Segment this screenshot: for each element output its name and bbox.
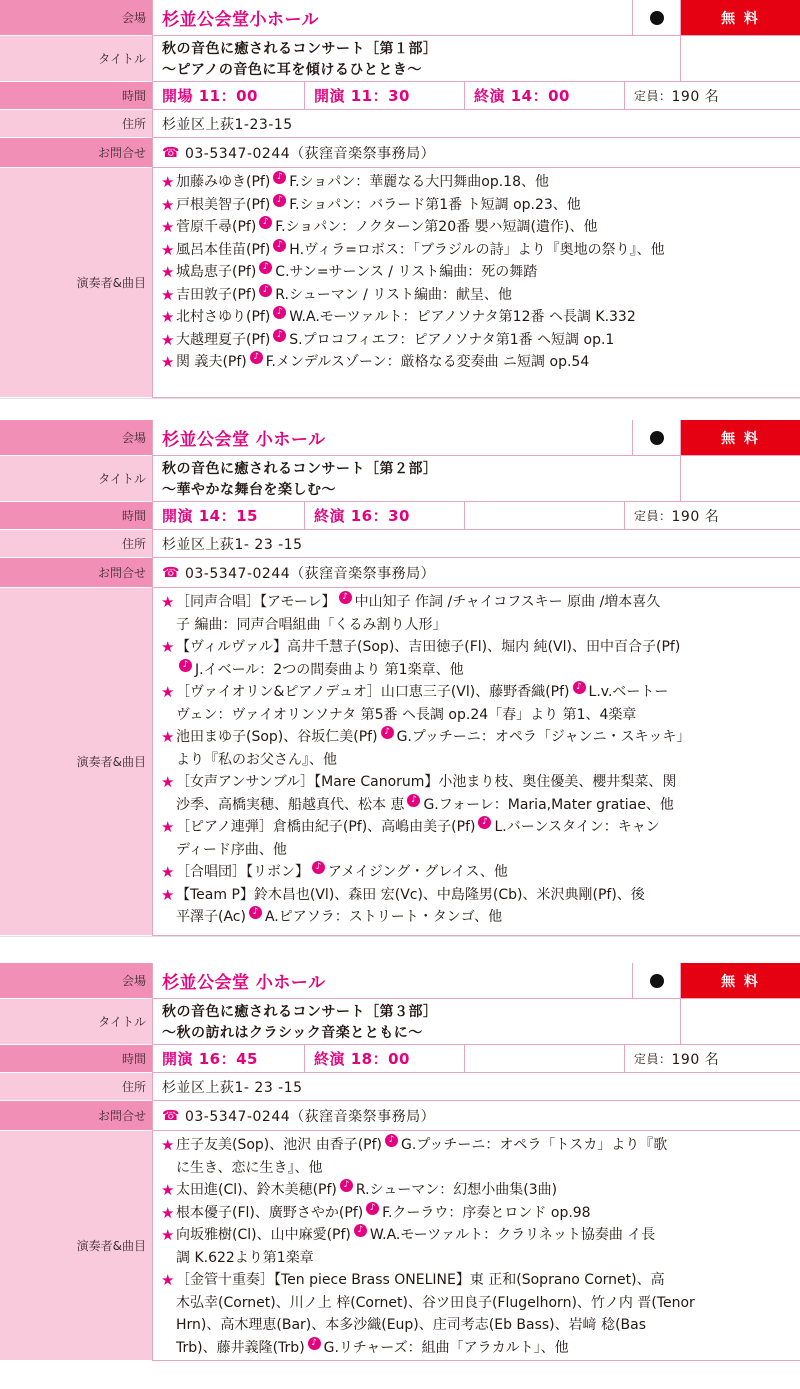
capacity [624, 502, 800, 530]
row [0, 999, 800, 1045]
performer-line [161, 239, 800, 262]
performer-line [161, 771, 800, 794]
performer-text: 【ヴィルヴァル】高井千慧子(Sop)、吉田徳子(Fl)、堀内 純(Vl)、田中百合子(Pf) [176, 639, 681, 655]
performer-line [161, 329, 800, 352]
row [0, 110, 800, 138]
row [0, 420, 800, 456]
row-label: タイトル [0, 999, 152, 1045]
performer-name: 城島恵子(Pf) [176, 264, 257, 280]
performer-text: ヴェン：ヴァイオリンソナタ 第5番 ヘ長調 op.24「春」より 第1、4楽章 [176, 706, 637, 723]
music-note-icon: ♪ [573, 681, 586, 694]
performer-name: 菅原千尋(Pf) [176, 219, 257, 235]
star-icon: ★ [161, 353, 175, 371]
star-icon: ★ [161, 218, 175, 236]
row [0, 0, 800, 36]
star-icon: ★ [161, 195, 175, 214]
performer-text: Hrn)、高木理恵(Bar)、本多沙織(Eup)、庄司考志(Eb Bass)、岩﨑 稔(Bas [176, 1317, 647, 1333]
performer-line [161, 171, 800, 194]
performer-line [161, 659, 800, 682]
capacity-label: 定員： [634, 509, 672, 523]
music-note-icon: ♪ [249, 906, 262, 919]
performer-text: 平澤子(Ac) [176, 909, 246, 925]
performer-line [161, 216, 800, 239]
music-note-icon: ♪ [250, 351, 263, 364]
free-badge: 無 料 [680, 420, 800, 456]
performer-line [161, 816, 800, 839]
piece-text: G.プッチーニ：オペラ「トスカ」より『歌 [401, 1137, 668, 1153]
performer-line [161, 1247, 800, 1270]
row-label: 演奏者&曲目 [0, 1131, 152, 1361]
row-label: お問合せ [0, 558, 152, 588]
performer-line [161, 839, 800, 862]
performer-line [161, 749, 800, 772]
performer-line [161, 726, 800, 749]
music-note-icon: ♪ [407, 794, 420, 807]
performer-line [161, 1157, 800, 1180]
piece-name: W.A.モーツァルト：ピアノソナタ第12番 ヘ長調 K.332 [289, 309, 636, 325]
row-label: タイトル [0, 36, 152, 82]
star-icon: ★ [161, 1226, 175, 1244]
contact [152, 558, 800, 588]
performers-list [152, 168, 800, 398]
piece-text: 中山知子 作詞 /チャイコフスキー 原曲 /増本喜久 [354, 594, 661, 610]
row-label: 時間 [0, 502, 152, 530]
star-icon: ★ [161, 728, 175, 746]
performer-text: 太田進(Cl)、鈴木美穂(Pf) [176, 1182, 337, 1198]
piece-text: J.イベール：2つの間奏曲より 第1楽章、他 [195, 661, 464, 678]
time-slot: 開場 11：00 [152, 82, 304, 110]
performer-line [161, 1314, 800, 1337]
performer-text: ［同声合唱］【アモーレ】 [176, 594, 336, 610]
row-label: 会場 [0, 420, 152, 456]
performer-line [161, 681, 800, 704]
music-note-icon: ♪ [259, 261, 272, 274]
music-note-icon: ♪ [339, 591, 352, 604]
section-divider [0, 936, 800, 945]
star-icon: ★ [161, 240, 175, 259]
capacity-value: 190 名 [671, 1051, 720, 1068]
piece-text: アメイジング・グレイス、他 [328, 864, 508, 880]
star-icon: ★ [161, 683, 175, 701]
performer-text: 沙季、高橋実穂、船越真代、松本 恵 [176, 796, 405, 813]
performer-line [161, 261, 800, 284]
row-label: 会場 [0, 963, 152, 999]
time-slot [464, 502, 624, 530]
performer-text: ［合唱団］【リボン】 [176, 864, 309, 880]
row-label: 時間 [0, 1045, 152, 1073]
time-slot: 開演 14：15 [152, 502, 304, 530]
performer-text: に生き、恋に生き』、他 [176, 1159, 323, 1176]
row-label: 会場 [0, 0, 152, 36]
music-note-icon: ♪ [340, 1179, 353, 1192]
piece-name: F.ショパン：バラード第1番 ト短調 op.23、他 [289, 196, 581, 213]
capacity-label: 定員： [634, 89, 672, 103]
circle-marker-cell [632, 963, 680, 999]
performer-name: 吉田敦子(Pf) [176, 286, 257, 303]
capacity-label: 定員： [634, 1052, 672, 1066]
filled-circle-icon [650, 11, 664, 25]
time-slot: 開演 11：30 [304, 82, 464, 110]
row-label: タイトル [0, 456, 152, 502]
music-note-icon: ♪ [308, 1337, 321, 1350]
piece-name: F.ショパン：ノクターン第20番 嬰ハ短調(遺作)、他 [275, 219, 598, 235]
time-slot [464, 1045, 624, 1073]
music-note-icon: ♪ [385, 1134, 398, 1147]
star-icon: ★ [161, 885, 175, 904]
performer-name: 戸根美智子(Pf) [176, 196, 271, 213]
venue-name: 杉並公会堂 小ホール [152, 963, 632, 999]
row-label: 演奏者&曲目 [0, 168, 152, 398]
capacity-value: 190 名 [671, 508, 720, 525]
row-label: 時間 [0, 82, 152, 110]
star-icon: ★ [161, 773, 175, 791]
piece-name: F.ショパン：華麗なる大円舞曲op.18、他 [289, 174, 549, 190]
capacity [624, 1045, 800, 1073]
piece-name: F.メンデルスゾーン：厳格なる変奏曲 ニ短調 op.54 [265, 354, 590, 370]
row [0, 558, 800, 588]
concert-title [152, 999, 680, 1045]
performers-list [152, 588, 800, 936]
music-note-icon: ♪ [273, 239, 286, 252]
performer-text: 池田まゆ子(Sop)、谷坂仁美(Pf) [176, 729, 378, 745]
concert-title [152, 36, 680, 82]
address: 杉並区上荻1-23-15 [152, 110, 800, 138]
performer-line [161, 1269, 800, 1292]
performer-line [161, 704, 800, 727]
filled-circle-icon [650, 431, 664, 445]
piece-text: A.ピアソラ：ストリート・タンゴ、他 [264, 909, 503, 925]
music-note-icon: ♪ [259, 216, 272, 229]
star-icon: ★ [161, 593, 175, 611]
phone-number: 03-5347-0244（荻窪音楽祭事務局） [184, 1108, 436, 1125]
circle-marker-cell [632, 420, 680, 456]
piece-name: S.プロコフィエフ：ピアノソナタ第1番 ヘ短調 op.1 [289, 331, 615, 348]
performer-line [161, 306, 800, 329]
music-note-icon: ♪ [179, 659, 192, 672]
performer-line [161, 1179, 800, 1202]
free-badge: 無 料 [680, 963, 800, 999]
row [0, 1131, 800, 1361]
star-icon: ★ [161, 1271, 175, 1289]
row [0, 588, 800, 936]
piece-name: H.ヴィラ=ロボス：「ブラジルの詩」より『奥地の祭り』、他 [289, 241, 665, 258]
star-icon: ★ [161, 1181, 175, 1199]
piece-name: R.シューマン / リスト編曲：献呈、他 [275, 286, 513, 303]
music-note-icon: ♪ [259, 284, 272, 297]
piece-text: F.クーラウ：序奏とロンド op.98 [382, 1204, 591, 1221]
performer-line [161, 861, 800, 884]
music-note-icon: ♪ [366, 1202, 379, 1215]
contact [152, 1101, 800, 1131]
contact [152, 138, 800, 168]
title-line-2: 〜華やかな舞台を楽しむ〜 [162, 481, 336, 498]
performer-text: 【Team P】鈴木昌也(Vl)、森田 宏(Vc)、中島隆男(Cb)、米沢典剛(Pf)、後 [176, 886, 645, 903]
performer-text: Trb)、藤井義隆(Trb) [176, 1339, 305, 1356]
performer-line [161, 794, 800, 817]
row-label: お問合せ [0, 1101, 152, 1131]
music-note-icon: ♪ [354, 1224, 367, 1237]
music-note-icon: ♪ [273, 306, 286, 319]
performer-text: 子 編曲：同声合唱組曲「くるみ割り人形」 [176, 616, 447, 633]
performer-line [161, 1337, 800, 1360]
performer-line [161, 284, 800, 307]
row [0, 168, 800, 398]
star-icon: ★ [161, 308, 175, 326]
performer-name: 風呂本佳苗(Pf) [176, 241, 271, 258]
time-slot: 終演 16：30 [304, 502, 464, 530]
empty-cell [680, 36, 800, 82]
title-line-1: 秋の音色に癒されるコンサート［第２部］ [162, 460, 438, 477]
star-icon: ★ [161, 863, 175, 881]
performer-line [161, 636, 800, 659]
row-label: 住所 [0, 530, 152, 558]
row [0, 138, 800, 168]
time-slot: 終演 14：00 [464, 82, 624, 110]
row [0, 1101, 800, 1131]
performer-line [161, 906, 800, 929]
circle-marker-cell [632, 0, 680, 36]
performer-text: ［ピアノ連弾］倉橋由紀子(Pf)、高嶋由美子(Pf) [176, 819, 476, 835]
music-note-icon: ♪ [273, 194, 286, 207]
performer-line [161, 1134, 800, 1157]
performer-line [161, 351, 800, 374]
star-icon: ★ [161, 285, 175, 304]
piece-text: L.バーンスタイン：キャン [494, 819, 660, 835]
performer-text: ディード序曲、他 [176, 841, 287, 858]
piece-name: C.サン=サーンス / リスト編曲：死の舞踏 [275, 264, 538, 280]
address: 杉並区上荻1- 23 -15 [152, 1073, 800, 1101]
performer-name: 関 義夫(Pf) [176, 354, 247, 370]
section-divider [0, 398, 800, 407]
performer-line [161, 614, 800, 637]
performer-name: 加藤みゆき(Pf) [176, 174, 271, 190]
address: 杉並区上荻1- 23 -15 [152, 530, 800, 558]
music-note-icon: ♪ [273, 329, 286, 342]
phone-icon: ☎ [162, 564, 180, 581]
star-icon: ★ [161, 330, 175, 349]
title-line-2: 〜ピアノの音色に耳を傾けるひととき〜 [162, 61, 422, 78]
time-slot: 開演 16：45 [152, 1045, 304, 1073]
music-note-icon: ♪ [478, 816, 491, 829]
performer-name: 大越理夏子(Pf) [176, 331, 271, 348]
empty-cell [680, 456, 800, 502]
row [0, 82, 800, 110]
piece-text: G.フォーレ：Maria,Mater gratiae、他 [423, 796, 674, 813]
concert-title [152, 456, 680, 502]
music-note-icon: ♪ [381, 726, 394, 739]
performer-text: より『私のお父さん』、他 [176, 751, 337, 768]
performer-text: ［女声アンサンブル］【Mare Canorum】小池まり枝、奥住優美、櫻井梨菜、関 [176, 774, 677, 790]
row [0, 456, 800, 502]
venue-name: 杉並公会堂小ホール [152, 0, 632, 36]
free-badge: 無 料 [680, 0, 800, 36]
piece-text: G.リチャーズ：組曲「アラカルト」、他 [323, 1339, 569, 1356]
row [0, 1045, 800, 1073]
piece-text: R.シューマン：幻想小曲集(3曲) [355, 1182, 558, 1198]
performer-text: 木弘幸(Cornet)、川ノ上 梓(Cornet)、谷ツ田良子(Flugelhorn)、竹ノ内 晋(Tenor [176, 1294, 695, 1311]
phone-icon: ☎ [162, 144, 180, 161]
capacity-value: 190 名 [671, 88, 720, 105]
performer-text: ［金管十重奏］【Ten piece Brass ONELINE】東 正和(Soprano Cornet)、高 [176, 1272, 665, 1288]
star-icon: ★ [161, 263, 175, 281]
time-slot: 終演 18：00 [304, 1045, 464, 1073]
row-label: 演奏者&曲目 [0, 588, 152, 936]
music-note-icon: ♪ [273, 171, 286, 184]
row-label: お問合せ [0, 138, 152, 168]
performer-line [161, 1202, 800, 1225]
row [0, 530, 800, 558]
empty-cell [680, 999, 800, 1045]
row-label: 住所 [0, 110, 152, 138]
performer-line [161, 884, 800, 907]
title-line-1: 秋の音色に癒されるコンサート［第１部］ [162, 40, 438, 57]
performer-text: 調 K.622より第1楽章 [176, 1249, 314, 1266]
performer-text: ［ヴァイオリン&ピアノデュオ］山口恵三子(Vl)、藤野香織(Pf) [176, 684, 570, 700]
star-icon: ★ [161, 818, 175, 836]
piece-text: W.A.モーツァルト：クラリネット協奏曲 イ長 [369, 1227, 656, 1243]
row [0, 963, 800, 999]
performer-text: 根本優子(Fl)、廣野さやか(Pf) [176, 1204, 364, 1221]
filled-circle-icon [650, 974, 664, 988]
music-note-icon: ♪ [312, 861, 325, 874]
piece-text: L.v.ベートー [588, 684, 669, 700]
phone-icon: ☎ [162, 1107, 180, 1124]
star-icon: ★ [161, 1203, 175, 1222]
performer-name: 北村さゆり(Pf) [176, 309, 271, 325]
phone-number: 03-5347-0244（荻窪音楽祭事務局） [184, 145, 436, 162]
performer-line [161, 1224, 800, 1247]
row [0, 1073, 800, 1101]
performer-text: 向坂雅樹(Cl)、山中麻愛(Pf) [176, 1227, 351, 1243]
star-icon: ★ [161, 638, 175, 656]
performer-text: 庄子友美(Sop)、池沢 由香子(Pf) [176, 1137, 383, 1153]
star-icon: ★ [161, 1136, 175, 1154]
performer-line [161, 591, 800, 614]
row [0, 502, 800, 530]
row-label: 住所 [0, 1073, 152, 1101]
row [0, 36, 800, 82]
star-icon: ★ [161, 173, 175, 191]
performer-line [161, 194, 800, 217]
phone-number: 03-5347-0244（荻窪音楽祭事務局） [184, 565, 436, 582]
venue-name: 杉並公会堂 小ホール [152, 420, 632, 456]
capacity [624, 82, 800, 110]
title-line-1: 秋の音色に癒されるコンサート［第３部］ [162, 1003, 438, 1020]
performer-line [161, 1292, 800, 1315]
performers-list [152, 1131, 800, 1361]
piece-text: G.プッチーニ：オペラ「ジャンニ・スキッキ」 [396, 729, 691, 745]
title-line-2: 〜秋の訪れはクラシック音楽とともに〜 [162, 1024, 423, 1041]
